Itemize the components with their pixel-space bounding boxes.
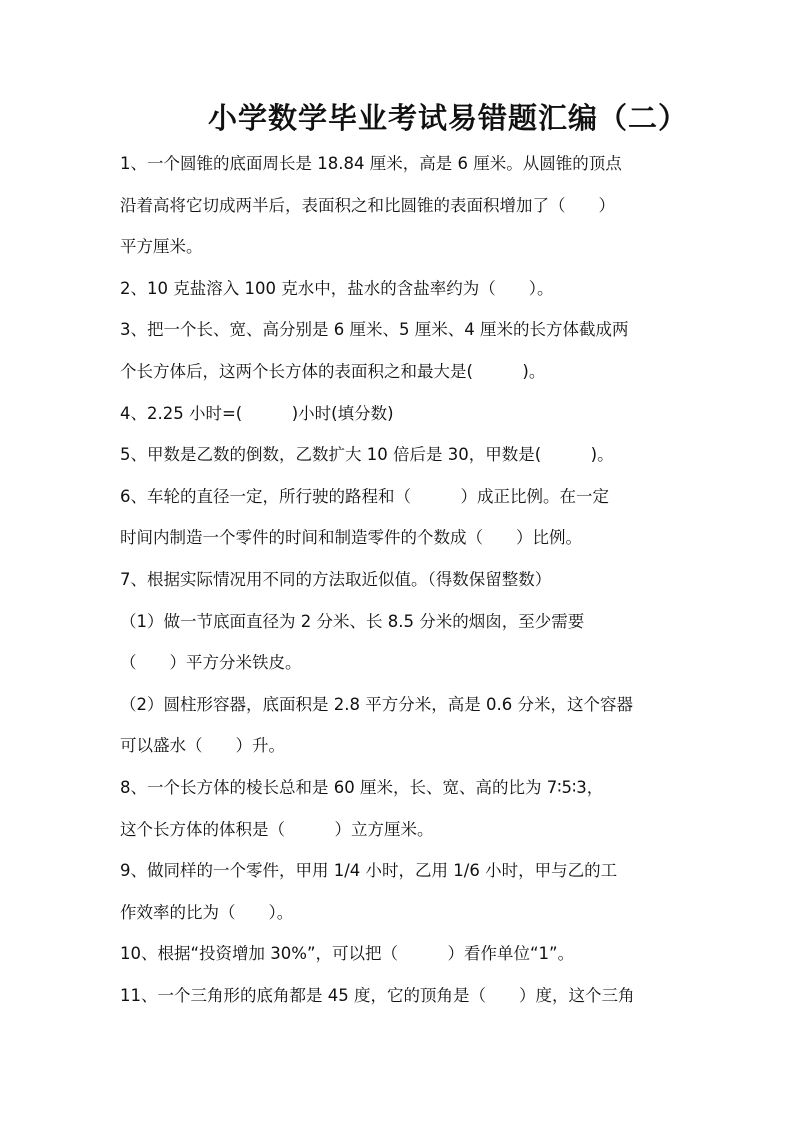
text-line: 8、一个长方体的棱长总和是 60 厘米，长、宽、高的比为 7∶5∶3， xyxy=(120,777,604,797)
text-line: （1）做一节底面直径为 2 分米、长 8.5 分米的烟囱，至少需要 xyxy=(120,611,585,631)
text-line: 9、做同样的一个零件，甲用 1/4 小时，乙用 1/6 小时，甲与乙的工 xyxy=(120,861,618,881)
text-line: 沿着高将它切成两半后，表面积之和比圆锥的表面积增加了（ ） xyxy=(120,195,615,215)
text-line: 7、根据实际情况用不同的方法取近似值。（得数保留整数） xyxy=(120,569,552,589)
text-line: 3、把一个长、宽、高分别是 6 厘米、5 厘米、4 厘米的长方体截成两 xyxy=(120,320,629,340)
text-line: 时间内制造一个零件的时间和制造零件的个数成（ ）比例。 xyxy=(120,528,582,548)
text-line: （ ）平方分米铁皮。 xyxy=(120,653,302,673)
text-line: 这个长方体的体积是（ ）立方厘米。 xyxy=(120,819,434,839)
text-line: 4、2.25 小时=( )小时(填分数) xyxy=(120,403,394,423)
text-line: 作效率的比为（ ）。 xyxy=(120,902,294,922)
text-line: 10、根据“投资增加 30%”，可以把（ ）看作单位“1”。 xyxy=(120,944,575,964)
text-line: 平方厘米。 xyxy=(120,237,203,257)
text-line: （2）圆柱形容器，底面积是 2.8 平方分米，高是 0.6 分米，这个容器 xyxy=(120,694,633,714)
text-line: 个长方体后，这两个长方体的表面积之和最大是( )。 xyxy=(120,361,546,381)
text-line: 11、一个三角形的底角都是 45 度，它的顶角是（ ）度，这个三角 xyxy=(120,985,635,1005)
text-line: 1、一个圆锥的底面周长是 18.84 厘米，高是 6 厘米。从圆锥的顶点 xyxy=(120,154,622,173)
document-title: 小学数学毕业考试易错题汇编（二） xyxy=(208,101,689,135)
text-line: 6、车轮的直径一定，所行驶的路程和（ ）成正比例。在一定 xyxy=(120,486,609,506)
text-line: 2、10 克盐溶入 100 克水中，盐水的含盐率约为（ ）。 xyxy=(120,278,554,298)
question-list xyxy=(120,143,690,1016)
text-line: 5、甲数是乙数的倒数，乙数扩大 10 倍后是 30，甲数是( )。 xyxy=(120,445,614,465)
text-line: 可以盛水（ ）升。 xyxy=(120,736,285,756)
